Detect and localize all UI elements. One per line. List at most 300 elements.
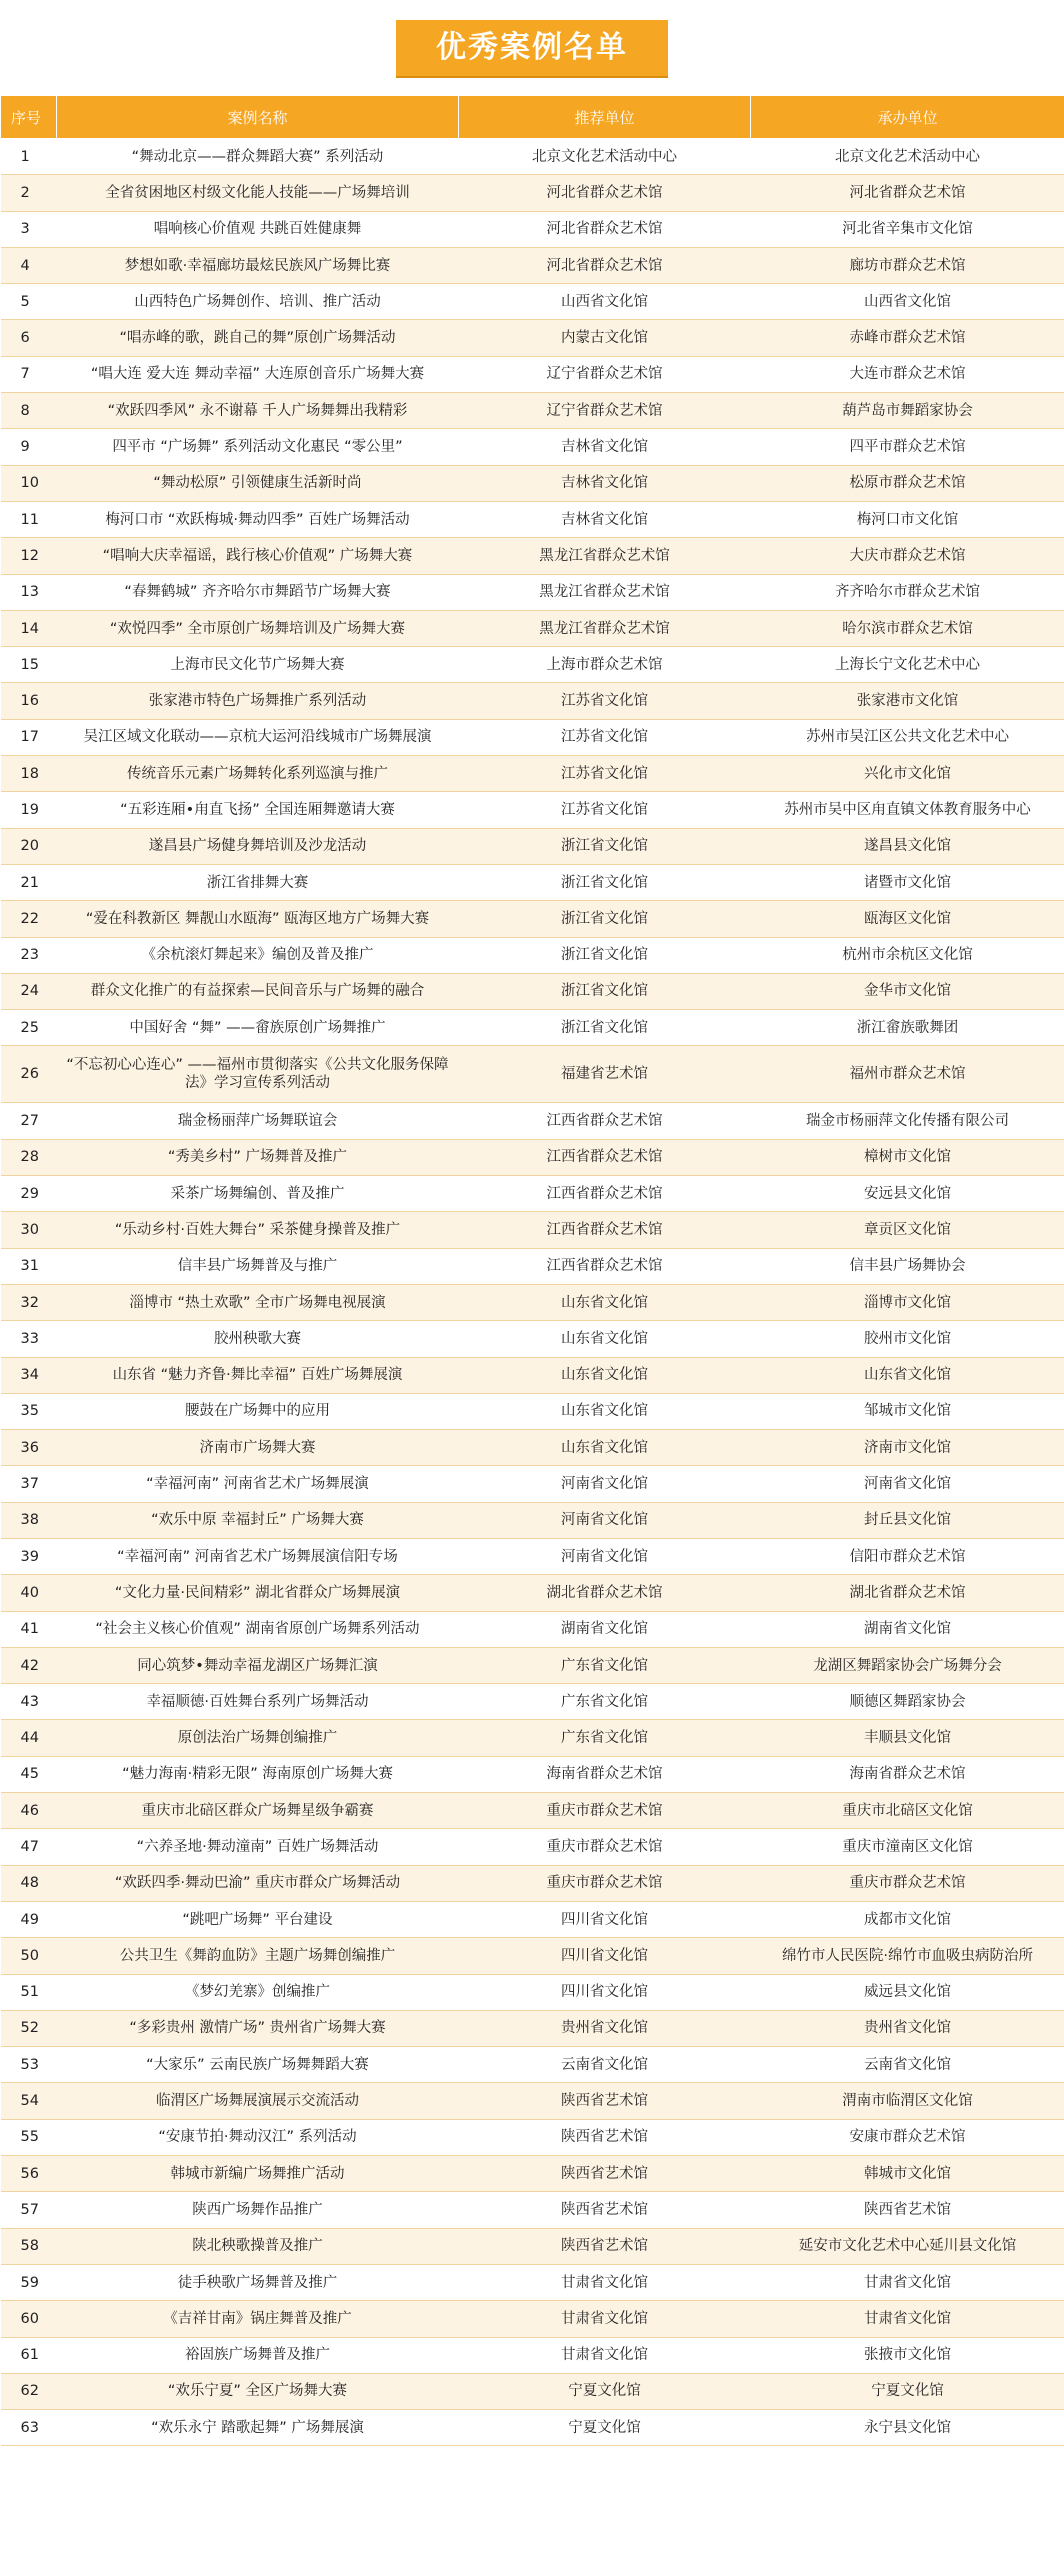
cell-case-name: “跳吧广场舞” 平台建设 — [57, 1901, 459, 1937]
cell-recommender: 广东省文化馆 — [459, 1684, 751, 1720]
cell-index: 31 — [1, 1248, 57, 1284]
cell-index: 47 — [1, 1829, 57, 1865]
cell-organizer: 安远县文化馆 — [751, 1176, 1064, 1212]
table-row — [1, 2156, 1064, 2192]
table-row — [1, 1046, 1064, 1103]
cell-case-name: 腰鼓在广场舞中的应用 — [57, 1393, 459, 1429]
cell-case-name: 张家港市特色广场舞推广系列活动 — [57, 683, 459, 719]
cell-organizer: 顺德区舞蹈家协会 — [751, 1684, 1064, 1720]
cases-table — [0, 95, 1064, 2446]
cell-recommender: 江西省群众艺术馆 — [459, 1103, 751, 1139]
table-row — [1, 538, 1064, 574]
cell-recommender: 陕西省艺术馆 — [459, 2119, 751, 2155]
table-row — [1, 139, 1064, 175]
title-area — [0, 0, 1064, 95]
cell-case-name: 梅河口市 “欢跃梅城·舞动四季” 百姓广场舞活动 — [57, 501, 459, 537]
cell-organizer: 湖北省群众艺术馆 — [751, 1575, 1064, 1611]
cell-case-name: 全省贫困地区村级文化能人技能——广场舞培训 — [57, 175, 459, 211]
cell-index: 15 — [1, 647, 57, 683]
table-row — [1, 175, 1064, 211]
cell-organizer: 金华市文化馆 — [751, 973, 1064, 1009]
cell-index: 51 — [1, 1974, 57, 2010]
cell-organizer: 云南省文化馆 — [751, 2047, 1064, 2083]
cell-organizer: 重庆市北碚区文化馆 — [751, 1793, 1064, 1829]
table-row — [1, 1393, 1064, 1429]
cell-recommender: 浙江省文化馆 — [459, 864, 751, 900]
cell-recommender: 云南省文化馆 — [459, 2047, 751, 2083]
cell-organizer: 哈尔滨市群众艺术馆 — [751, 610, 1064, 646]
cell-case-name: “文化力量·民间精彩” 湖北省群众广场舞展演 — [57, 1575, 459, 1611]
cell-case-name: 采茶广场舞编创、普及推广 — [57, 1176, 459, 1212]
cell-recommender: 辽宁省群众艺术馆 — [459, 393, 751, 429]
cell-organizer: 湖南省文化馆 — [751, 1611, 1064, 1647]
table-row — [1, 2228, 1064, 2264]
cell-index: 7 — [1, 356, 57, 392]
cell-organizer: 丰顺县文化馆 — [751, 1720, 1064, 1756]
cell-index: 50 — [1, 1938, 57, 1974]
cell-recommender: 吉林省文化馆 — [459, 501, 751, 537]
cell-organizer: 甘肃省文化馆 — [751, 2301, 1064, 2337]
cell-case-name: “多彩贵州 激情广场” 贵州省广场舞大赛 — [57, 2010, 459, 2046]
cell-case-name: 原创法治广场舞创编推广 — [57, 1720, 459, 1756]
cell-organizer: 大连市群众艺术馆 — [751, 356, 1064, 392]
cell-index: 5 — [1, 284, 57, 320]
cell-index: 61 — [1, 2337, 57, 2373]
cell-case-name: “社会主义核心价值观” 湖南省原创广场舞系列活动 — [57, 1611, 459, 1647]
table-row — [1, 1684, 1064, 1720]
cell-index: 3 — [1, 211, 57, 247]
cell-recommender: 河北省群众艺术馆 — [459, 211, 751, 247]
cell-case-name: 梦想如歌·幸福廊坊最炫民族风广场舞比赛 — [57, 247, 459, 283]
table-row — [1, 1139, 1064, 1175]
cell-organizer: 封丘县文化馆 — [751, 1502, 1064, 1538]
cell-organizer: 浙江畲族歌舞团 — [751, 1010, 1064, 1046]
cell-index: 19 — [1, 792, 57, 828]
cell-recommender: 江西省群众艺术馆 — [459, 1212, 751, 1248]
cell-case-name: “幸福河南” 河南省艺术广场舞展演信阳专场 — [57, 1538, 459, 1574]
table-body — [1, 139, 1064, 2446]
cell-case-name: 瑞金杨丽萍广场舞联谊会 — [57, 1103, 459, 1139]
header-organizer: 承办单位 — [751, 96, 1064, 139]
cell-recommender: 山东省文化馆 — [459, 1430, 751, 1466]
table-row — [1, 574, 1064, 610]
table-row — [1, 719, 1064, 755]
cell-index: 46 — [1, 1793, 57, 1829]
cell-index: 59 — [1, 2264, 57, 2300]
cell-case-name: “幸福河南” 河南省艺术广场舞展演 — [57, 1466, 459, 1502]
cell-organizer: 济南市文化馆 — [751, 1430, 1064, 1466]
table-row — [1, 1502, 1064, 1538]
cell-index: 14 — [1, 610, 57, 646]
cell-case-name: 陕西广场舞作品推广 — [57, 2192, 459, 2228]
cell-index: 13 — [1, 574, 57, 610]
cell-case-name: 徒手秧歌广场舞普及推广 — [57, 2264, 459, 2300]
cell-index: 54 — [1, 2083, 57, 2119]
cell-index: 38 — [1, 1502, 57, 1538]
cell-recommender: 江西省群众艺术馆 — [459, 1176, 751, 1212]
table-row — [1, 864, 1064, 900]
cell-case-name: 韩城市新编广场舞推广活动 — [57, 2156, 459, 2192]
cell-case-name: “五彩连厢•甪直飞扬” 全国连厢舞邀请大赛 — [57, 792, 459, 828]
cell-organizer: 赤峰市群众艺术馆 — [751, 320, 1064, 356]
cell-index: 58 — [1, 2228, 57, 2264]
table-row — [1, 2264, 1064, 2300]
table-row — [1, 1575, 1064, 1611]
cell-recommender: 江苏省文化馆 — [459, 756, 751, 792]
cell-case-name: 裕固族广场舞普及推广 — [57, 2337, 459, 2373]
table-row — [1, 1357, 1064, 1393]
cell-organizer: 齐齐哈尔市群众艺术馆 — [751, 574, 1064, 610]
table-row — [1, 1938, 1064, 1974]
table-row — [1, 1103, 1064, 1139]
cell-index: 35 — [1, 1393, 57, 1429]
cell-index: 4 — [1, 247, 57, 283]
cell-recommender: 黑龙江省群众艺术馆 — [459, 574, 751, 610]
cell-recommender: 山东省文化馆 — [459, 1393, 751, 1429]
cell-recommender: 四川省文化馆 — [459, 1938, 751, 1974]
cell-case-name: 信丰县广场舞普及与推广 — [57, 1248, 459, 1284]
table-row — [1, 1829, 1064, 1865]
cell-recommender: 山西省文化馆 — [459, 284, 751, 320]
cell-recommender: 吉林省文化馆 — [459, 429, 751, 465]
cell-case-name: 胶州秧歌大赛 — [57, 1321, 459, 1357]
cell-recommender: 宁夏文化馆 — [459, 2410, 751, 2446]
cell-recommender: 江苏省文化馆 — [459, 683, 751, 719]
cell-recommender: 上海市群众艺术馆 — [459, 647, 751, 683]
cell-index: 16 — [1, 683, 57, 719]
cell-case-name: 山西特色广场舞创作、培训、推广活动 — [57, 284, 459, 320]
table-row — [1, 1212, 1064, 1248]
cell-index: 41 — [1, 1611, 57, 1647]
cell-recommender: 江苏省文化馆 — [459, 719, 751, 755]
cell-case-name: 《梦幻羌寨》创编推广 — [57, 1974, 459, 2010]
table-row — [1, 2301, 1064, 2337]
table-row — [1, 2083, 1064, 2119]
cell-organizer: 渭南市临渭区文化馆 — [751, 2083, 1064, 2119]
cell-case-name: “欢悦四季” 全市原创广场舞培训及广场舞大赛 — [57, 610, 459, 646]
cell-recommender: 重庆市群众艺术馆 — [459, 1829, 751, 1865]
table-row — [1, 1611, 1064, 1647]
cell-recommender: 江苏省文化馆 — [459, 792, 751, 828]
cell-index: 55 — [1, 2119, 57, 2155]
cell-recommender: 山东省文化馆 — [459, 1357, 751, 1393]
cell-case-name: 传统音乐元素广场舞转化系列巡演与推广 — [57, 756, 459, 792]
cell-recommender: 福建省艺术馆 — [459, 1046, 751, 1103]
cell-case-name: “舞动北京——群众舞蹈大赛” 系列活动 — [57, 139, 459, 175]
cell-recommender: 甘肃省文化馆 — [459, 2337, 751, 2373]
cell-index: 22 — [1, 901, 57, 937]
cell-organizer: 苏州市吴江区公共文化艺术中心 — [751, 719, 1064, 755]
cell-index: 53 — [1, 2047, 57, 2083]
table-row — [1, 1321, 1064, 1357]
table-row — [1, 756, 1064, 792]
cell-recommender: 内蒙古文化馆 — [459, 320, 751, 356]
table-header-row — [1, 96, 1064, 139]
cell-recommender: 四川省文化馆 — [459, 1901, 751, 1937]
cell-organizer: 信丰县广场舞协会 — [751, 1248, 1064, 1284]
cell-organizer: 延安市文化艺术中心延川县文化馆 — [751, 2228, 1064, 2264]
cell-recommender: 甘肃省文化馆 — [459, 2301, 751, 2337]
cell-organizer: 陕西省艺术馆 — [751, 2192, 1064, 2228]
cell-index: 60 — [1, 2301, 57, 2337]
cell-organizer: 安康市群众艺术馆 — [751, 2119, 1064, 2155]
cell-recommender: 山东省文化馆 — [459, 1321, 751, 1357]
cell-recommender: 陕西省艺术馆 — [459, 2156, 751, 2192]
cell-organizer: 河南省文化馆 — [751, 1466, 1064, 1502]
header-recommender: 推荐单位 — [459, 96, 751, 139]
cell-organizer: 甘肃省文化馆 — [751, 2264, 1064, 2300]
cell-index: 33 — [1, 1321, 57, 1357]
cell-organizer: 河北省群众艺术馆 — [751, 175, 1064, 211]
cell-organizer: 松原市群众艺术馆 — [751, 465, 1064, 501]
cell-index: 40 — [1, 1575, 57, 1611]
cell-index: 2 — [1, 175, 57, 211]
cell-case-name: “大家乐” 云南民族广场舞舞蹈大赛 — [57, 2047, 459, 2083]
cell-index: 21 — [1, 864, 57, 900]
cell-organizer: 淄博市文化馆 — [751, 1284, 1064, 1320]
cell-recommender: 河南省文化馆 — [459, 1466, 751, 1502]
cell-case-name: “魅力海南·精彩无限” 海南原创广场舞大赛 — [57, 1756, 459, 1792]
cell-organizer: 葫芦岛市舞蹈家协会 — [751, 393, 1064, 429]
cell-index: 37 — [1, 1466, 57, 1502]
cell-case-name: 重庆市北碚区群众广场舞星级争霸赛 — [57, 1793, 459, 1829]
cell-index: 9 — [1, 429, 57, 465]
cell-organizer: 张家港市文化馆 — [751, 683, 1064, 719]
table-row — [1, 1176, 1064, 1212]
table-row — [1, 1720, 1064, 1756]
table-row — [1, 501, 1064, 537]
cell-organizer: 杭州市余杭区文化馆 — [751, 937, 1064, 973]
cell-organizer: 永宁县文化馆 — [751, 2410, 1064, 2446]
table-row — [1, 828, 1064, 864]
cell-index: 43 — [1, 1684, 57, 1720]
cell-case-name: 吴江区域文化联动——京杭大运河沿线城市广场舞展演 — [57, 719, 459, 755]
cell-case-name: 《吉祥甘南》锅庄舞普及推广 — [57, 2301, 459, 2337]
cell-case-name: 临渭区广场舞展演展示交流活动 — [57, 2083, 459, 2119]
cell-recommender: 陕西省艺术馆 — [459, 2228, 751, 2264]
cell-recommender: 湖南省文化馆 — [459, 1611, 751, 1647]
cell-organizer: 张掖市文化馆 — [751, 2337, 1064, 2373]
cell-case-name: “不忘初心心连心” ——福州市贯彻落实《公共文化服务保障法》学习宣传系列活动 — [57, 1046, 459, 1103]
table-row — [1, 1538, 1064, 1574]
cell-case-name: “唱赤峰的歌，跳自己的舞”原创广场舞活动 — [57, 320, 459, 356]
cell-index: 26 — [1, 1046, 57, 1103]
cell-index: 12 — [1, 538, 57, 574]
cell-index: 23 — [1, 937, 57, 973]
header-case-name: 案例名称 — [57, 96, 459, 139]
cell-case-name: “六养圣地·舞动潼南” 百姓广场舞活动 — [57, 1829, 459, 1865]
cell-organizer: 诸暨市文化馆 — [751, 864, 1064, 900]
cell-organizer: 河北省辛集市文化馆 — [751, 211, 1064, 247]
cell-organizer: 福州市群众艺术馆 — [751, 1046, 1064, 1103]
cell-organizer: 重庆市潼南区文化馆 — [751, 1829, 1064, 1865]
cell-index: 39 — [1, 1538, 57, 1574]
table-row — [1, 1974, 1064, 2010]
table-row — [1, 1430, 1064, 1466]
cell-organizer: 宁夏文化馆 — [751, 2373, 1064, 2409]
cell-index: 63 — [1, 2410, 57, 2446]
table-row — [1, 247, 1064, 283]
cell-case-name: 山东省 “魅力齐鲁·舞比幸福” 百姓广场舞展演 — [57, 1357, 459, 1393]
cell-organizer: 廊坊市群众艺术馆 — [751, 247, 1064, 283]
cell-case-name: 幸福顺德·百姓舞台系列广场舞活动 — [57, 1684, 459, 1720]
cell-recommender: 四川省文化馆 — [459, 1974, 751, 2010]
cell-case-name: 上海市民文化节广场舞大赛 — [57, 647, 459, 683]
table-row — [1, 1647, 1064, 1683]
cell-index: 10 — [1, 465, 57, 501]
cell-case-name: “欢跃四季·舞动巴渝” 重庆市群众广场舞活动 — [57, 1865, 459, 1901]
table-row — [1, 2337, 1064, 2373]
cell-index: 49 — [1, 1901, 57, 1937]
cell-case-name: “欢跃四季风” 永不谢幕 千人广场舞舞出我精彩 — [57, 393, 459, 429]
cell-case-name: “安康节拍·舞动汉江” 系列活动 — [57, 2119, 459, 2155]
cell-organizer: 瑞金市杨丽萍文化传播有限公司 — [751, 1103, 1064, 1139]
cell-organizer: 四平市群众艺术馆 — [751, 429, 1064, 465]
cell-index: 1 — [1, 139, 57, 175]
table-row — [1, 973, 1064, 1009]
cell-case-name: “欢乐永宁 踏歌起舞” 广场舞展演 — [57, 2410, 459, 2446]
cell-case-name: 济南市广场舞大赛 — [57, 1430, 459, 1466]
cell-index: 32 — [1, 1284, 57, 1320]
cell-index: 48 — [1, 1865, 57, 1901]
cell-recommender: 江西省群众艺术馆 — [459, 1139, 751, 1175]
header-index: 序号 — [1, 96, 57, 139]
table-row — [1, 1793, 1064, 1829]
table-row — [1, 393, 1064, 429]
table-row — [1, 792, 1064, 828]
cell-organizer: 北京文化艺术活动中心 — [751, 139, 1064, 175]
cell-recommender: 重庆市群众艺术馆 — [459, 1865, 751, 1901]
cell-index: 52 — [1, 2010, 57, 2046]
cell-index: 24 — [1, 973, 57, 1009]
cell-organizer: 梅河口市文化馆 — [751, 501, 1064, 537]
cell-organizer: 瓯海区文化馆 — [751, 901, 1064, 937]
table-row — [1, 610, 1064, 646]
cell-index: 42 — [1, 1647, 57, 1683]
cell-index: 6 — [1, 320, 57, 356]
cell-recommender: 浙江省文化馆 — [459, 901, 751, 937]
cell-index: 25 — [1, 1010, 57, 1046]
cell-index: 34 — [1, 1357, 57, 1393]
table-row — [1, 1010, 1064, 1046]
cell-case-name: “欢乐中原 幸福封丘” 广场舞大赛 — [57, 1502, 459, 1538]
cell-recommender: 浙江省文化馆 — [459, 828, 751, 864]
cell-case-name: 公共卫生《舞韵血防》主题广场舞创编推广 — [57, 1938, 459, 1974]
cell-recommender: 江西省群众艺术馆 — [459, 1248, 751, 1284]
cell-index: 45 — [1, 1756, 57, 1792]
cell-case-name: 中国好舍 “舞” ——畲族原创广场舞推广 — [57, 1010, 459, 1046]
cell-index: 20 — [1, 828, 57, 864]
cell-index: 30 — [1, 1212, 57, 1248]
table-row — [1, 2047, 1064, 2083]
table-row — [1, 1284, 1064, 1320]
cell-organizer: 韩城市文化馆 — [751, 2156, 1064, 2192]
cell-recommender: 陕西省艺术馆 — [459, 2192, 751, 2228]
table-row — [1, 1901, 1064, 1937]
cell-case-name: “唱大连 爱大连 舞动幸福” 大连原创音乐广场舞大赛 — [57, 356, 459, 392]
cell-recommender: 甘肃省文化馆 — [459, 2264, 751, 2300]
cell-recommender: 海南省群众艺术馆 — [459, 1756, 751, 1792]
cell-case-name: 同心筑梦•舞动幸福龙湖区广场舞汇演 — [57, 1647, 459, 1683]
cell-case-name: 《余杭滚灯舞起来》编创及普及推广 — [57, 937, 459, 973]
cell-index: 62 — [1, 2373, 57, 2409]
cell-index: 17 — [1, 719, 57, 755]
cell-recommender: 浙江省文化馆 — [459, 1010, 751, 1046]
cell-recommender: 陕西省艺术馆 — [459, 2083, 751, 2119]
cell-case-name: “乐动乡村·百姓大舞台” 采茶健身操普及推广 — [57, 1212, 459, 1248]
cell-index: 44 — [1, 1720, 57, 1756]
cell-index: 57 — [1, 2192, 57, 2228]
cell-case-name: 淄博市 “热土欢歌” 全市广场舞电视展演 — [57, 1284, 459, 1320]
cell-recommender: 浙江省文化馆 — [459, 973, 751, 1009]
cell-recommender: 山东省文化馆 — [459, 1284, 751, 1320]
table-row — [1, 901, 1064, 937]
cell-index: 29 — [1, 1176, 57, 1212]
cell-recommender: 浙江省文化馆 — [459, 937, 751, 973]
cell-index: 28 — [1, 1139, 57, 1175]
cell-recommender: 河南省文化馆 — [459, 1538, 751, 1574]
table-row — [1, 683, 1064, 719]
cell-case-name: “舞动松原” 引领健康生活新时尚 — [57, 465, 459, 501]
cell-organizer: 信阳市群众艺术馆 — [751, 1538, 1064, 1574]
cell-recommender: 贵州省文化馆 — [459, 2010, 751, 2046]
table-row — [1, 2410, 1064, 2446]
page-title: 优秀案例名单 — [396, 20, 668, 76]
table-row — [1, 2373, 1064, 2409]
cell-recommender: 广东省文化馆 — [459, 1720, 751, 1756]
table-row — [1, 1865, 1064, 1901]
cell-case-name: “欢乐宁夏” 全区广场舞大赛 — [57, 2373, 459, 2409]
table-row — [1, 429, 1064, 465]
table-row — [1, 2192, 1064, 2228]
cell-recommender: 吉林省文化馆 — [459, 465, 751, 501]
cell-organizer: 贵州省文化馆 — [751, 2010, 1064, 2046]
cell-organizer: 邹城市文化馆 — [751, 1393, 1064, 1429]
cell-index: 56 — [1, 2156, 57, 2192]
cell-recommender: 河北省群众艺术馆 — [459, 175, 751, 211]
cell-organizer: 重庆市群众艺术馆 — [751, 1865, 1064, 1901]
cell-case-name: 唱响核心价值观 共跳百姓健康舞 — [57, 211, 459, 247]
cell-organizer: 绵竹市人民医院·绵竹市血吸虫病防治所 — [751, 1938, 1064, 1974]
cell-index: 11 — [1, 501, 57, 537]
cell-case-name: “春舞鹤城” 齐齐哈尔市舞蹈节广场舞大赛 — [57, 574, 459, 610]
cell-organizer: 山东省文化馆 — [751, 1357, 1064, 1393]
table-row — [1, 1466, 1064, 1502]
cell-organizer: 海南省群众艺术馆 — [751, 1756, 1064, 1792]
cell-case-name: 遂昌县广场健身舞培训及沙龙活动 — [57, 828, 459, 864]
cell-case-name: 浙江省排舞大赛 — [57, 864, 459, 900]
cell-index: 18 — [1, 756, 57, 792]
table-row — [1, 2119, 1064, 2155]
table-row — [1, 284, 1064, 320]
cell-index: 36 — [1, 1430, 57, 1466]
table-row — [1, 937, 1064, 973]
cell-organizer: 遂昌县文化馆 — [751, 828, 1064, 864]
cell-case-name: 四平市 “广场舞” 系列活动文化惠民 “零公里” — [57, 429, 459, 465]
cell-organizer: 樟树市文化馆 — [751, 1139, 1064, 1175]
cell-index: 8 — [1, 393, 57, 429]
table-row — [1, 2010, 1064, 2046]
cell-recommender: 辽宁省群众艺术馆 — [459, 356, 751, 392]
cell-organizer: 大庆市群众艺术馆 — [751, 538, 1064, 574]
cell-recommender: 黑龙江省群众艺术馆 — [459, 610, 751, 646]
cell-recommender: 北京文化艺术活动中心 — [459, 139, 751, 175]
cell-case-name: “秀美乡村” 广场舞普及推广 — [57, 1139, 459, 1175]
cell-recommender: 宁夏文化馆 — [459, 2373, 751, 2409]
cell-recommender: 广东省文化馆 — [459, 1647, 751, 1683]
cell-case-name: “唱响大庆幸福谣，践行核心价值观” 广场舞大赛 — [57, 538, 459, 574]
table-row — [1, 320, 1064, 356]
